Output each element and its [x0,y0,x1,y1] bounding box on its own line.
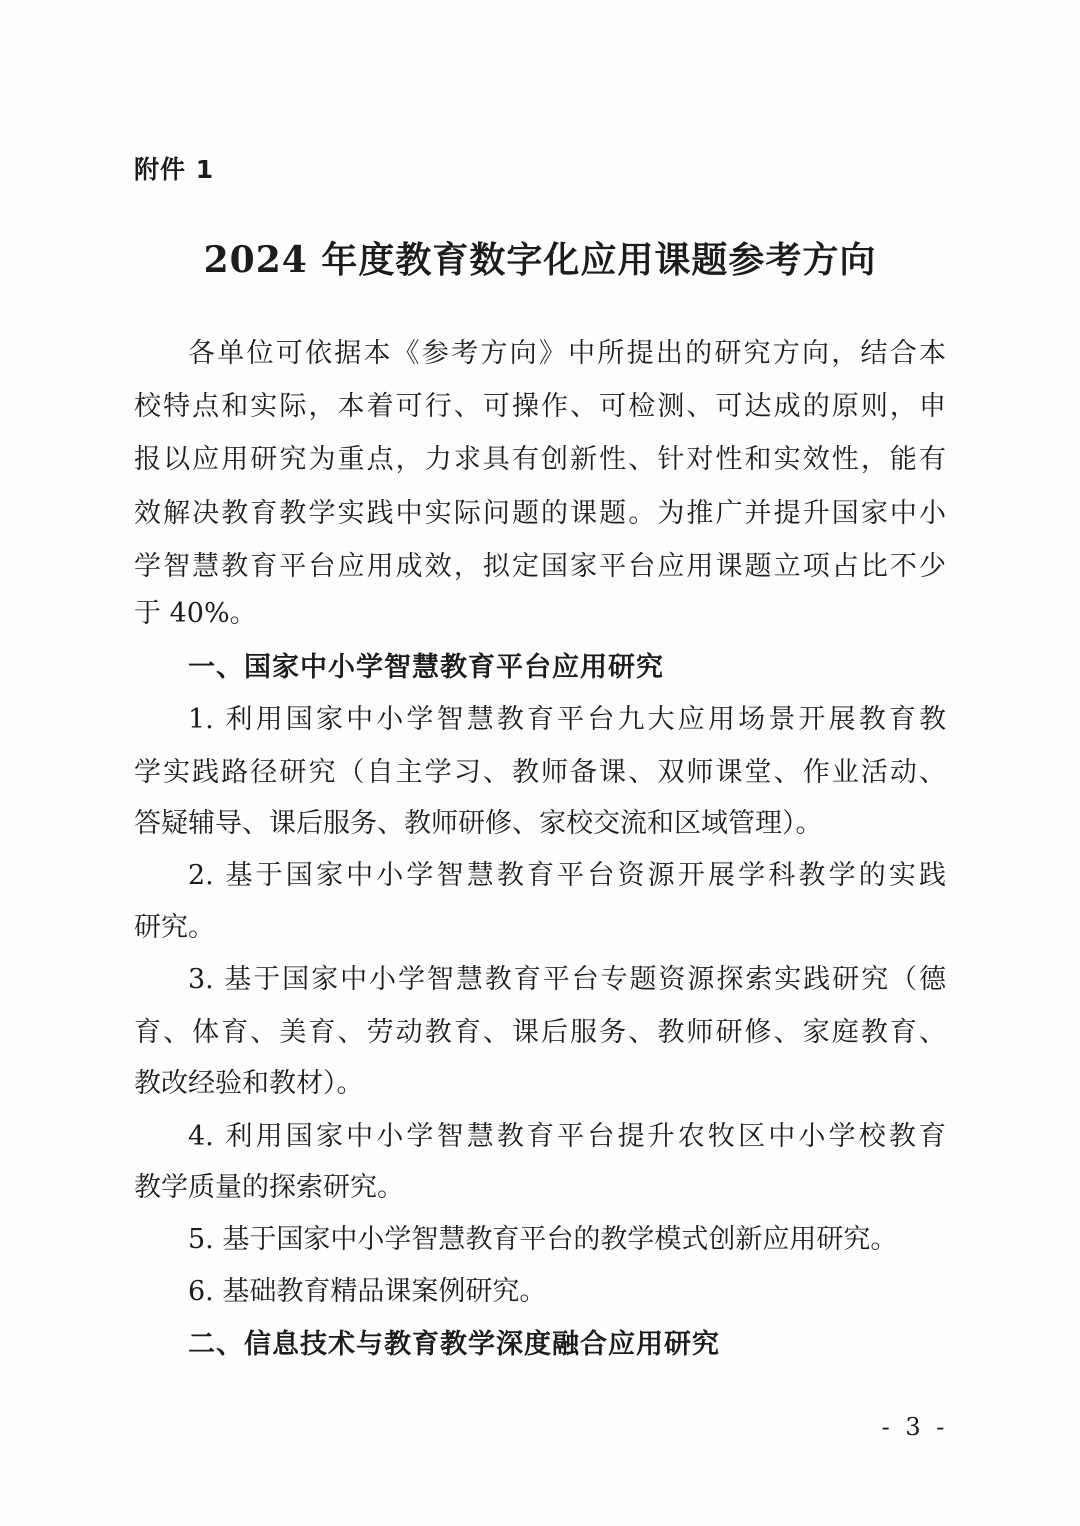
list-item-line: 研究。 [134,912,215,943]
list-item-line: 2. 基于国家中小学智慧教育平台资源开展学科教学的实践 [188,860,946,891]
list-item-line: 学实践路径研究（自主学习、教师备课、双师课堂、作业活动、 [134,757,946,788]
attachment-label: 附件 1 [134,155,215,184]
list-item-line: 6. 基础教育精品课案例研究。 [188,1276,547,1307]
intro-line: 校特点和实际，本着可行、可操作、可检测、可达成的原则，申 [134,391,946,422]
list-item-line: 1. 利用国家中小学智慧教育平台九大应用场景开展教育教 [188,704,946,735]
intro-line: 效解决教育教学实践中实际问题的课题。为推广并提升国家中小 [134,498,946,529]
intro-line: 学智慧教育平台应用成效，拟定国家平台应用课题立项占比不少 [134,551,946,582]
list-item-line: 4. 利用国家中小学智慧教育平台提升农牧区中小学校教育 [188,1121,946,1152]
list-item-line: 教改经验和教材）。 [134,1068,364,1099]
list-item-line: 育、体育、美育、劳动教育、课后服务、教师研修、家庭教育、 [134,1017,946,1048]
list-item-line: 3. 基于国家中小学智慧教育平台专题资源探索实践研究（德 [188,964,946,995]
page-number: - 3 - [881,1413,949,1441]
intro-line: 报以应用研究为重点，力求具有创新性、针对性和实效性，能有 [134,444,946,475]
document-title: 2024 年度教育数字化应用课题参考方向 [203,239,877,281]
list-item-line: 答疑辅导、课后服务、教师研修、家校交流和区域管理）。 [134,808,823,839]
intro-line: 各单位可依据本《参考方向》中所提出的研究方向，结合本 [188,338,946,369]
section-heading: 二、信息技术与教育教学深度融合应用研究 [188,1329,720,1360]
list-item-line: 5. 基于国家中小学智慧教育平台的教学模式创新应用研究。 [188,1224,898,1255]
section-heading: 一、国家中小学智慧教育平台应用研究 [188,652,664,683]
intro-line: 于 40%。 [134,598,257,629]
list-item-line: 教学质量的探索研究。 [134,1172,404,1203]
